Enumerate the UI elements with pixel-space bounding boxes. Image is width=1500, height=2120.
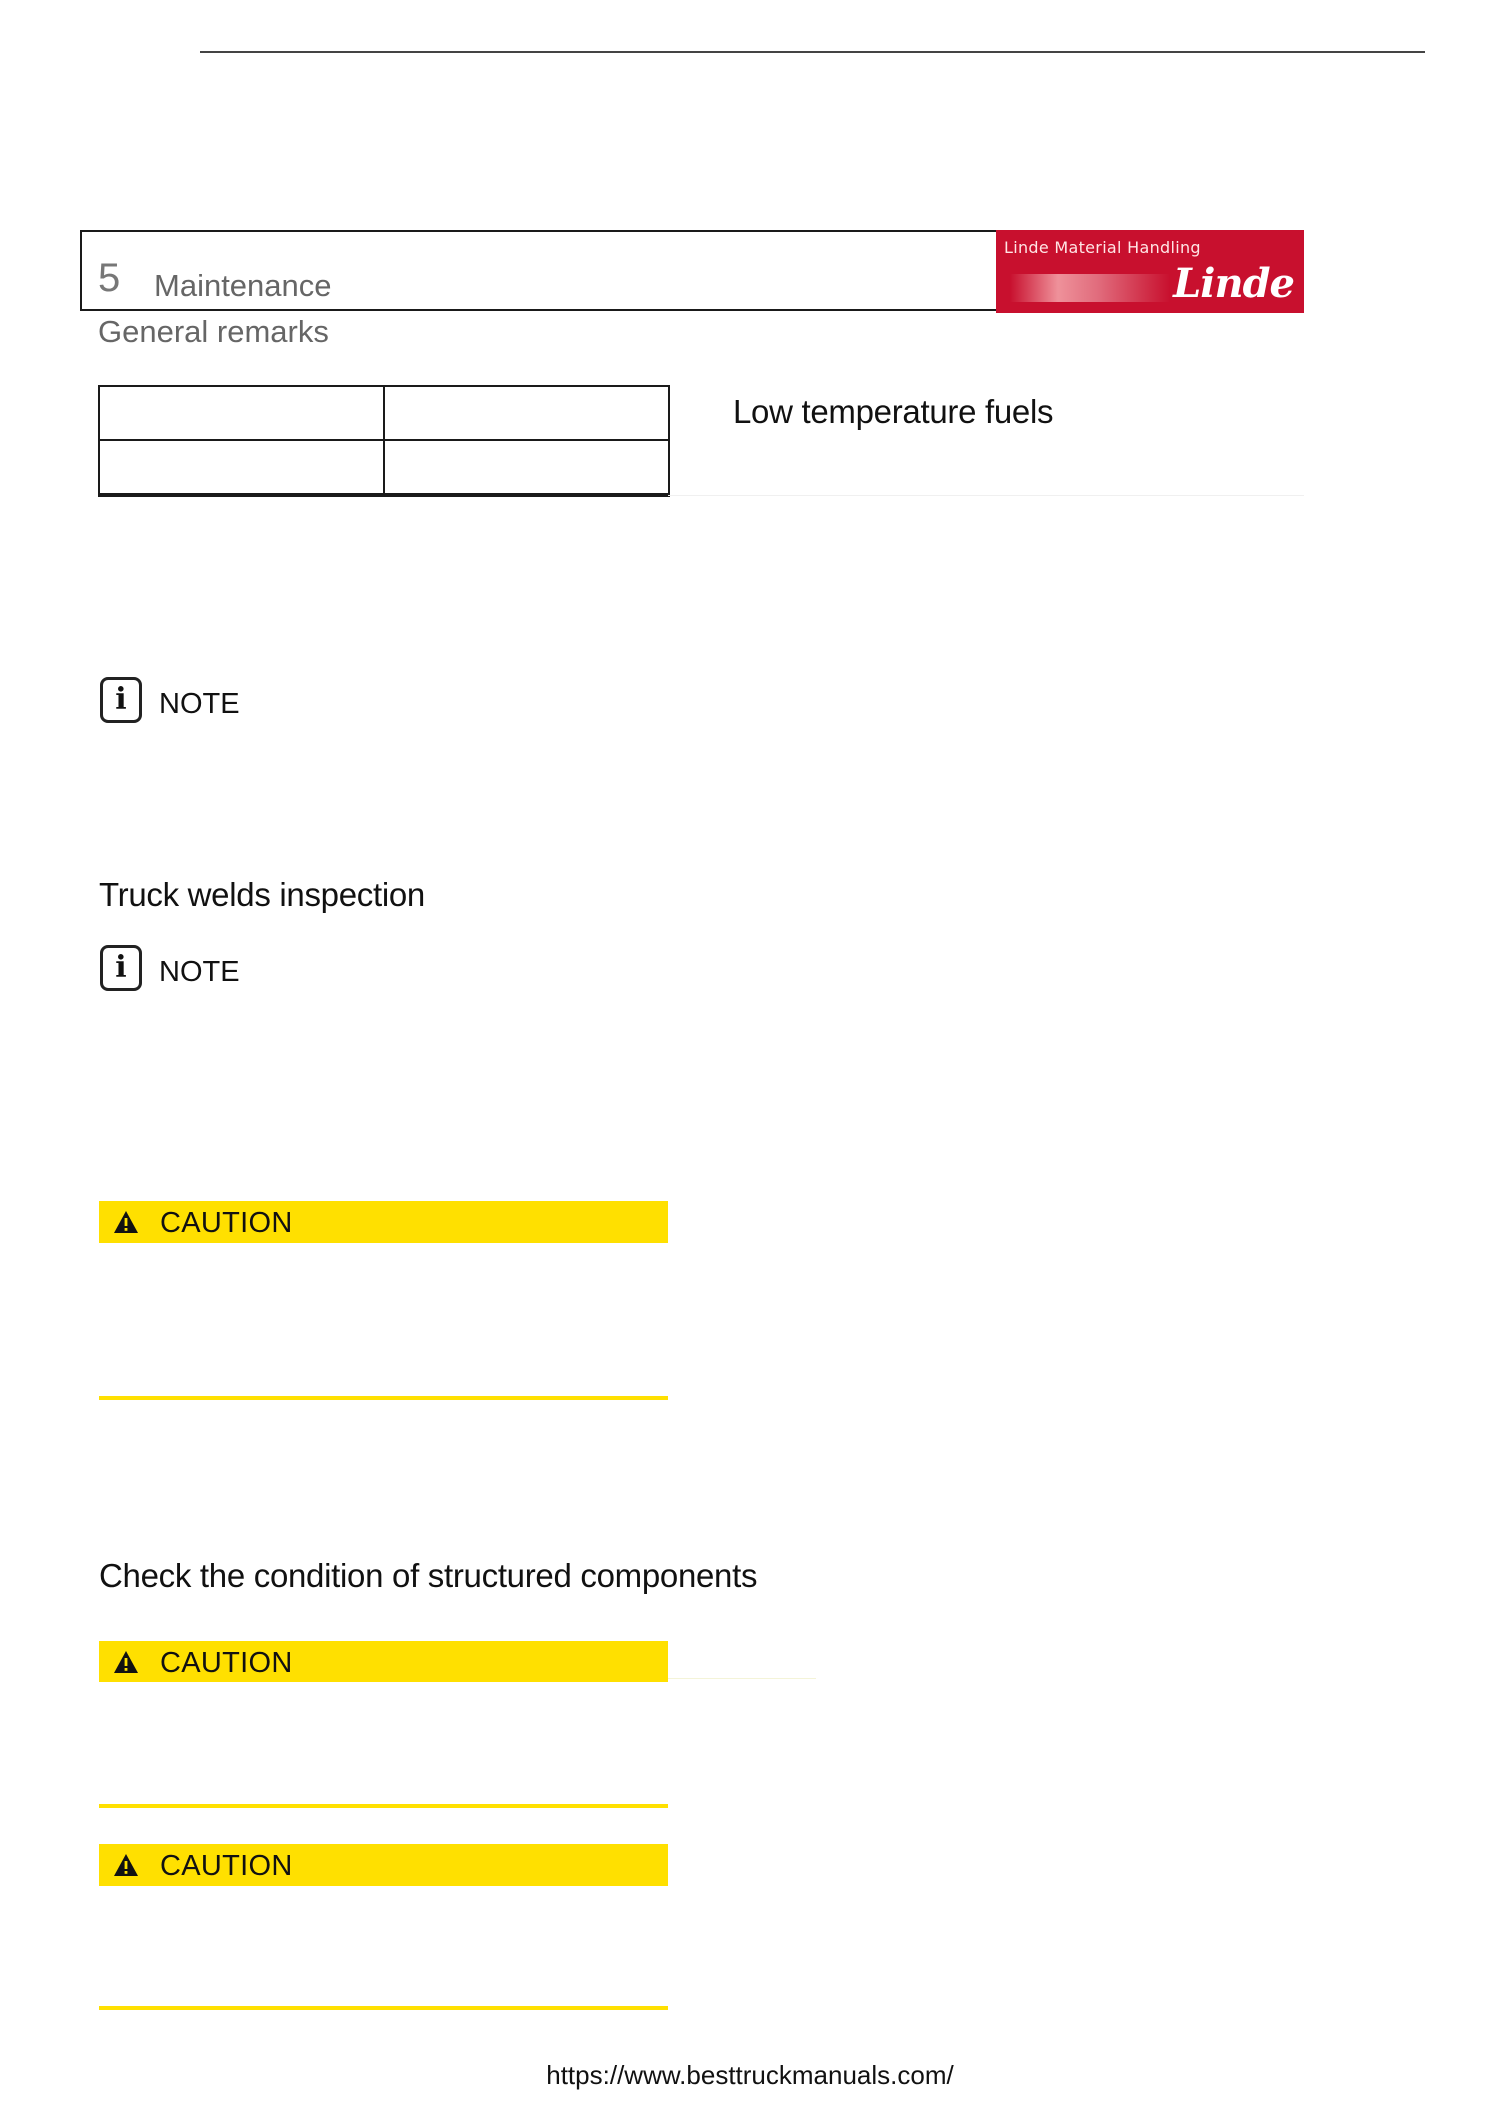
chapter-number: 5 xyxy=(98,256,121,300)
warning-triangle-icon xyxy=(113,1650,139,1674)
table-cell xyxy=(384,386,669,440)
heading-truck-welds-inspection: Truck welds inspection xyxy=(99,876,425,913)
caution-end-rule xyxy=(99,1804,668,1808)
heading-check-structured-components: Check the condition of structured components xyxy=(99,1557,758,1594)
caution-banner xyxy=(99,1641,668,1682)
caution-end-rule xyxy=(99,1396,668,1400)
table-cell xyxy=(99,386,384,440)
section-title: General remarks xyxy=(98,314,329,349)
warning-triangle-icon xyxy=(113,1210,139,1234)
caution-label: CAUTION xyxy=(160,1207,293,1239)
top-rule xyxy=(200,51,1425,53)
caution-end-rule xyxy=(99,2006,668,2010)
warning-triangle-icon xyxy=(113,1853,139,1877)
table-cell xyxy=(99,440,384,495)
info-icon: i xyxy=(100,945,142,991)
table-row xyxy=(99,440,669,495)
brand-banner xyxy=(996,230,1304,313)
footer-url[interactable]: https://www.besttruckmanuals.com/ xyxy=(546,2060,954,2090)
heading-underline-shadow xyxy=(668,1678,816,1679)
info-icon: i xyxy=(100,677,142,723)
brand-gradient xyxy=(1010,274,1170,302)
caution-banner xyxy=(99,1844,668,1886)
note-label: NOTE xyxy=(159,956,240,988)
caution-label: CAUTION xyxy=(160,1850,293,1882)
linde-logo: Linde xyxy=(1173,260,1294,307)
note-label: NOTE xyxy=(159,688,240,720)
section-divider xyxy=(668,495,1304,496)
heading-low-temperature-fuels: Low temperature fuels xyxy=(733,393,1054,430)
chapter-title: Maintenance xyxy=(154,268,332,303)
brand-tagline: Linde Material Handling xyxy=(1004,238,1201,257)
table-cell xyxy=(384,440,669,495)
caution-banner xyxy=(99,1201,668,1243)
table-row xyxy=(99,386,669,440)
caution-label: CAUTION xyxy=(160,1647,293,1679)
spec-table xyxy=(98,385,670,497)
